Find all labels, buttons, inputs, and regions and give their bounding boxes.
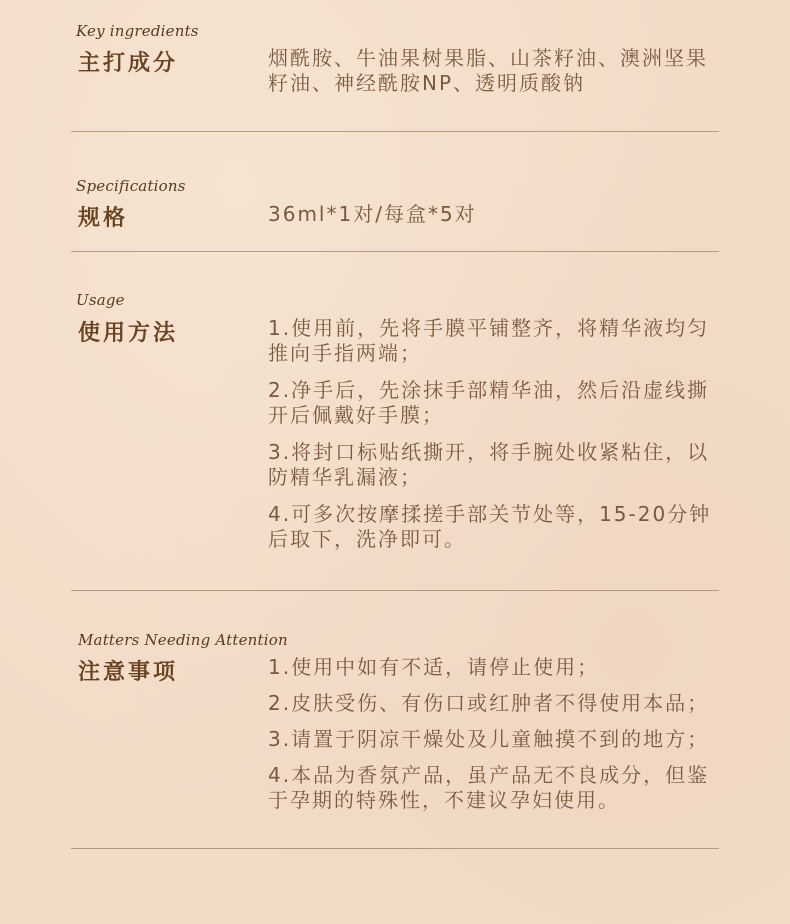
ingredients-text — [268, 46, 720, 96]
usage-step: 2.净手后，先涂抹手部精华油，然后沿虚线撕开后佩戴好手膜； — [268, 378, 710, 427]
specs-text — [268, 202, 720, 227]
usage-step: 4.可多次按摩揉搓手部关节处等，15-20分钟后取下，洗净即可。 — [268, 502, 712, 551]
ingredients-en-label: Key ingredients — [76, 22, 199, 40]
usage-cn-label: 使用方法 — [78, 321, 179, 346]
divider — [71, 131, 719, 132]
attention-cn-label: 注意事项 — [78, 660, 179, 685]
usage-step: 3.将封口标贴纸撕开，将手腕处收紧粘住，以防精华乳漏液； — [268, 440, 710, 489]
attention-item: 1.使用中如有不适，请停止使用； — [268, 655, 600, 679]
attention-item: 4.本品为香氛产品，虽产品无不良成分，但鉴于孕期的特殊性，不建议孕妇使用。 — [268, 763, 710, 812]
attention-item: 2.皮肤受伤、有伤口或红肿者不得使用本品； — [268, 691, 710, 715]
specs-cn-label: 规格 — [78, 206, 129, 231]
ingredients-cn-label: 主打成分 — [78, 51, 179, 76]
usage-steps — [268, 316, 720, 552]
attention-items — [268, 655, 720, 813]
attention-section — [76, 629, 720, 829]
usage-section — [76, 289, 720, 569]
specs-en-label: Specifications — [76, 177, 186, 195]
divider — [71, 590, 719, 591]
ingredients-section — [76, 20, 720, 120]
attention-item: 3.请置于阴凉干燥处及儿童触摸不到的地方； — [268, 727, 710, 751]
divider — [71, 251, 719, 252]
specs-section — [76, 175, 720, 235]
specs-value: 36ml*1对/每盒*5对 — [268, 202, 477, 226]
usage-en-label: Usage — [76, 291, 125, 309]
ingredients-list: 烟酰胺、牛油果树果脂、山茶籽油、澳洲坚果籽油、神经酰胺NP、透明质酸钠 — [268, 46, 708, 95]
divider — [71, 848, 719, 849]
attention-en-label: Matters Needing Attention — [78, 631, 288, 649]
usage-step: 1.使用前，先将手膜平铺整齐，将精华液均匀推向手指两端； — [268, 316, 710, 365]
